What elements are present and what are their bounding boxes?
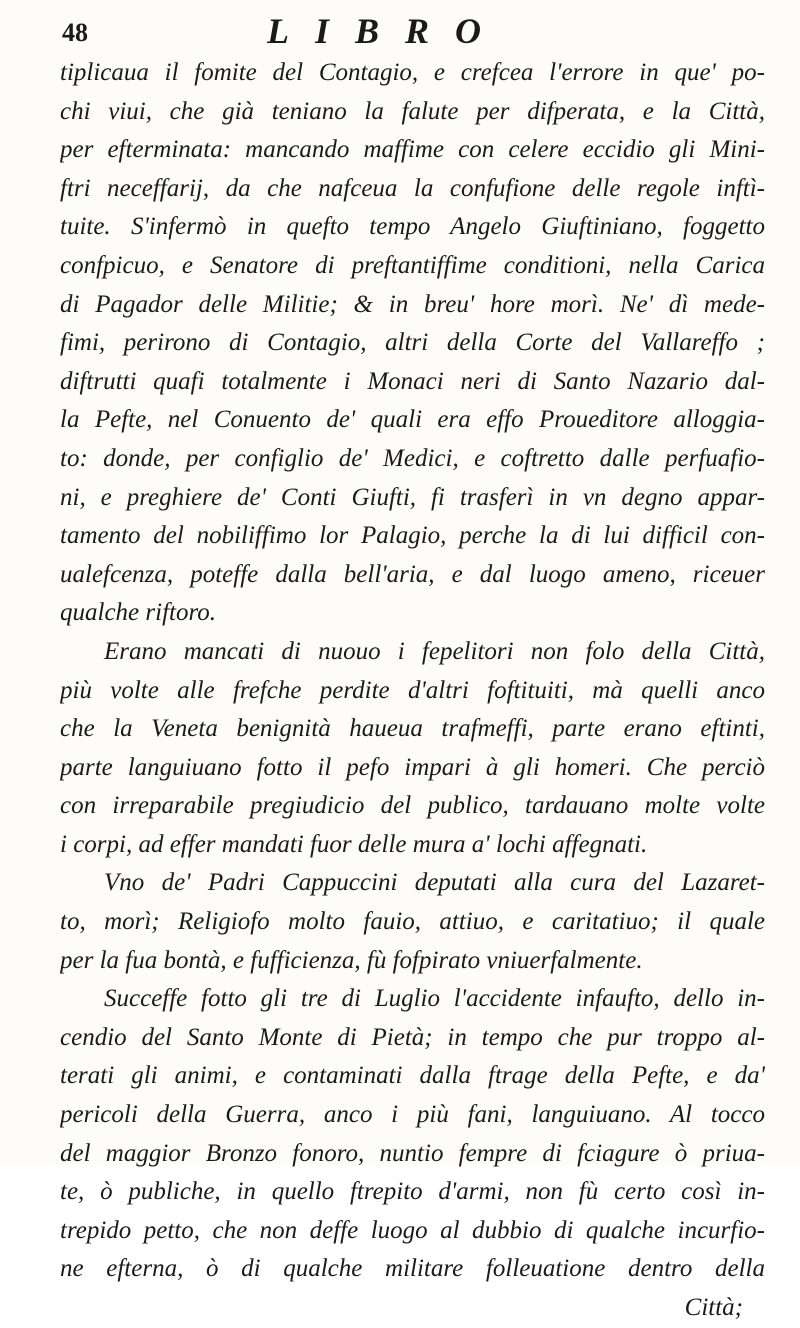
text-line: Succeffe fotto gli tre di Luglio l'accidente infaufto, dello in- (104, 985, 765, 1013)
text-line: la Pefte, nel Conuento de' quali era effo Proueditore alloggia- (60, 406, 765, 434)
page-header (62, 6, 762, 56)
text-line: qualche riftoro. (60, 599, 217, 627)
text-line: tuite. S'infermò in quefto tempo Angelo Giuftiniano, foggetto (60, 213, 765, 241)
text-line: di Pagador delle Militie; & in breu' hore morì. Ne' dì mede- (60, 290, 765, 318)
text-line: del maggior Bronzo fonoro, nuntio fempre di fciagure ò priua- (60, 1139, 765, 1167)
text-line: tamento del nobiliffimo lor Palagio, perche la di lui difficil con- (60, 522, 765, 550)
body-text (60, 54, 765, 1328)
text-line: ni, e preghiere de' Conti Giufti, fi trasferì in vn degno appar- (60, 483, 765, 511)
text-line: i corpi, ad effer mandati fuor delle mura a' lochi affegnati. (60, 830, 648, 858)
text-line: ualefcenza, poteffe dalla bell'aria, e dal luogo ameno, riceuer (60, 560, 765, 588)
text-line: per la fua bontà, e fufficienza, fù fofpirato vniuerfalmente. (60, 946, 643, 974)
text-line: Vno de' Padri Cappuccini deputati alla cura del Lazaret- (104, 869, 765, 897)
text-line: Erano mancati di nuouo i fepelitori non folo della Città, (104, 637, 765, 665)
text-line: ftri neceffarij, da che nafceua la confufione delle regole inftì- (60, 174, 765, 202)
text-line: chi viui, che già teniano la falute per difperata, e la Città, (60, 97, 765, 125)
text-line: to: donde, per configlio de' Medici, e coftretto dalle perfuafio- (60, 444, 765, 472)
text-line: più volte alle frefche perdite d'altri foftituiti, mà quelli anco (60, 676, 765, 704)
text-line: fimi, perirono di Contagio, altri della Corte del Vallareffo ; (60, 329, 765, 357)
text-line: to, morì; Religiofo molto fauio, attiuo, e caritatiuo; il quale (60, 908, 765, 936)
text-line: parte languiuano fotto il pefo impari à gli homeri. Che perciò (60, 753, 765, 781)
text-line: con irreparabile pregiudicio del publico, tardauano molte volte (60, 792, 765, 820)
text-line: pericoli della Guerra, anco i più fani, languiuano. Al tocco (60, 1101, 765, 1129)
text-line: ne efterna, ò di qualche militare folleuatione dentro della (60, 1255, 765, 1283)
text-line: terati gli animi, e contaminati dalla ftrage della Pefte, e da' (60, 1062, 765, 1090)
text-line: diftrutti quafi totalmente i Monaci neri di Santo Nazario dal- (60, 367, 765, 395)
text-line: che la Veneta benignità haueua trafmeffi, parte erano eftinti, (60, 715, 765, 743)
text-line: cendio del Santo Monte di Pietà; in tempo che pur troppo al- (60, 1023, 765, 1051)
running-head: LIBRO (267, 11, 508, 51)
text-line: te, ò publiche, in quello ftrepito d'armi, non fù certo così in- (60, 1178, 765, 1206)
page-number: 48 (62, 18, 88, 47)
text-line: per efterminata: mancando maffime con celere eccidio gli Mini- (60, 136, 765, 164)
text-line: Città; (684, 1294, 743, 1321)
text-line: trepido petto, che non deffe luogo al dubbio di qualche incurfio- (60, 1216, 765, 1244)
text-line: tiplicaua il fomite del Contagio, e crefcea l'errore in que' po- (60, 59, 765, 86)
text-line: confpicuo, e Senatore di preftantiffime conditioni, nella Carica (60, 251, 765, 279)
